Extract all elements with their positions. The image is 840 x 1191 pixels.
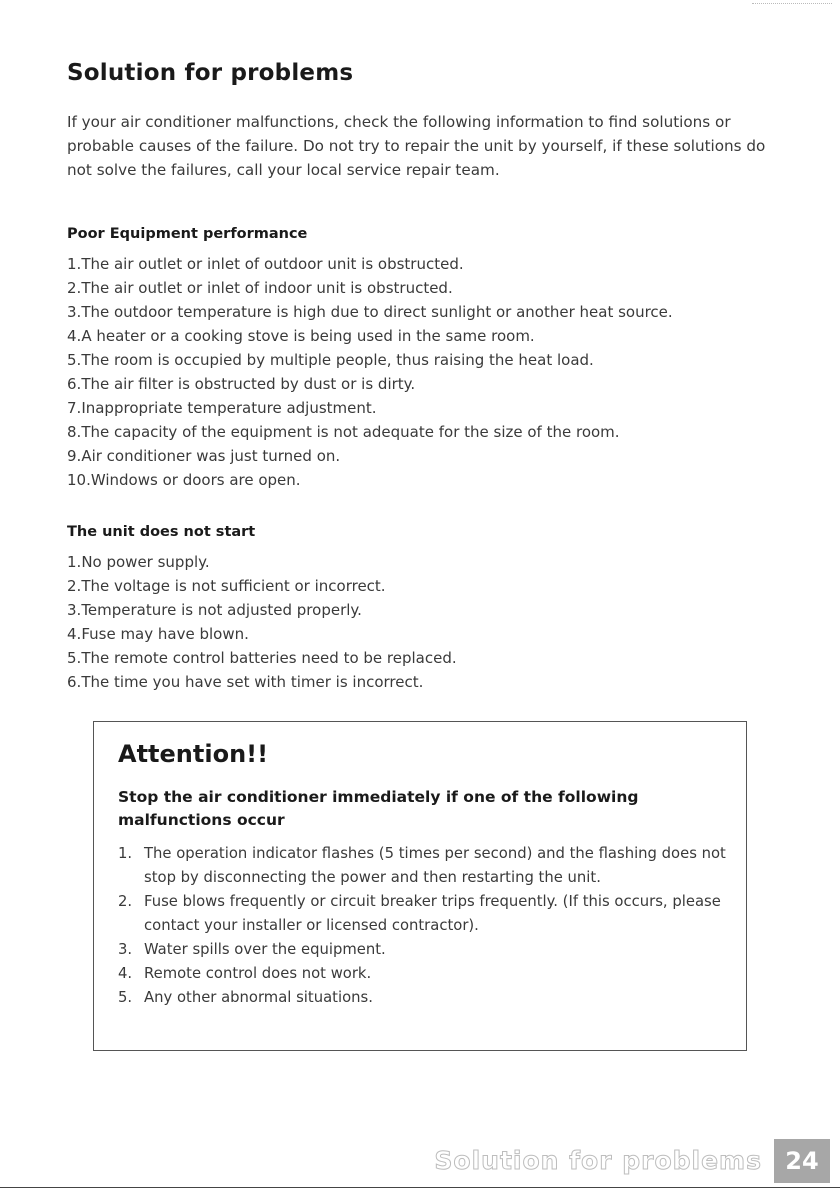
item-text: A heater or a cooking stove is being used in the same room. (81, 327, 535, 345)
item-number: 2. (67, 279, 82, 297)
list-item (118, 842, 738, 890)
item-text: Fuse may have blown. (81, 625, 249, 643)
item-text: The remote control batteries need to be replaced. (81, 649, 457, 667)
corner-mark (752, 3, 832, 6)
list-item (118, 890, 738, 938)
item-text: Any other abnormal situations. (144, 989, 373, 1006)
list-item (67, 444, 797, 468)
bottom-divider (0, 1187, 840, 1188)
unit-not-start-list (67, 550, 797, 694)
item-number: 6. (67, 375, 82, 393)
item-number: 4. (67, 327, 82, 345)
list-item (67, 396, 797, 420)
list-item (118, 986, 738, 1010)
item-text: The voltage is not sufficient or incorrect. (81, 577, 386, 595)
item-text: No power supply. (81, 553, 210, 571)
item-number: 1. (67, 255, 82, 273)
list-item (67, 276, 797, 300)
item-text: Temperature is not adjusted properly. (81, 601, 362, 619)
item-number: 5. (118, 989, 133, 1006)
item-text: Inappropriate temperature adjustment. (81, 399, 377, 417)
item-number: 5. (67, 351, 82, 369)
item-text: The time you have set with timer is incorrect. (81, 673, 424, 691)
item-text: The outdoor temperature is high due to direct sunlight or another heat source. (81, 303, 673, 321)
item-number: 1. (118, 845, 133, 862)
intro-paragraph: If your air conditioner malfunctions, check the following information to find solutions or probable causes of the failure. Do not try to repair the unit by yourself, if these solutions do not solve the failures, call your local service repair team. (67, 113, 766, 179)
page-title: Solution for problems (67, 60, 354, 86)
unit-not-start-section (67, 520, 797, 694)
item-number: 7. (67, 399, 82, 417)
item-text: The capacity of the equipment is not adequate for the size of the room. (81, 423, 620, 441)
list-item (67, 622, 797, 646)
item-number: 3. (118, 941, 133, 958)
list-item (67, 252, 797, 276)
list-item (67, 646, 797, 670)
item-number: 8. (67, 423, 82, 441)
list-item (67, 348, 797, 372)
item-number: 9. (67, 447, 82, 465)
item-number: 10. (67, 471, 91, 489)
item-text: The air outlet or inlet of outdoor unit is obstructed. (81, 255, 464, 273)
item-text: The operation indicator flashes (5 times per second) and the flashing does not stop by disconnecting the power and then restarting the unit. (144, 845, 726, 886)
list-item (67, 300, 797, 324)
item-number: 1. (67, 553, 82, 571)
item-text: The room is occupied by multiple people, thus raising the heat load. (81, 351, 594, 369)
item-text: Fuse blows frequently or circuit breaker trips frequently. (If this occurs, please contact your installer or licensed contractor). (144, 893, 721, 934)
list-item (67, 372, 797, 396)
item-number: 2. (118, 893, 133, 910)
item-number: 5. (67, 649, 82, 667)
list-item (67, 574, 797, 598)
list-item (67, 420, 797, 444)
item-text: Windows or doors are open. (90, 471, 301, 489)
unit-not-start-heading: The unit does not start (67, 524, 256, 540)
item-number: 3. (67, 303, 82, 321)
item-text: Air conditioner was just turned on. (81, 447, 341, 465)
list-item (118, 962, 738, 986)
list-item (67, 324, 797, 348)
attention-subtitle: Stop the air conditioner immediately if one of the following malfunctions occur (118, 788, 639, 829)
item-text: Water spills over the equipment. (144, 941, 386, 958)
list-item (67, 670, 797, 694)
list-item (67, 550, 797, 574)
list-item (67, 598, 797, 622)
item-text: Remote control does not work. (144, 965, 372, 982)
page-number-badge: 24 (774, 1139, 830, 1183)
item-number: 4. (67, 625, 82, 643)
list-item (67, 468, 797, 492)
poor-performance-section (67, 222, 797, 492)
poor-performance-heading: Poor Equipment performance (67, 226, 308, 242)
footer-section-title: Solution for problems (434, 1146, 762, 1175)
poor-performance-list (67, 252, 797, 492)
item-number: 4. (118, 965, 133, 982)
item-text: The air filter is obstructed by dust or is dirty. (81, 375, 416, 393)
list-item (118, 938, 738, 962)
item-number: 6. (67, 673, 82, 691)
item-number: 2. (67, 577, 82, 595)
item-text: The air outlet or inlet of indoor unit is obstructed. (81, 279, 453, 297)
item-number: 3. (67, 601, 82, 619)
attention-box (93, 721, 747, 1051)
attention-list (118, 842, 738, 1010)
attention-title: Attention!! (118, 740, 269, 768)
